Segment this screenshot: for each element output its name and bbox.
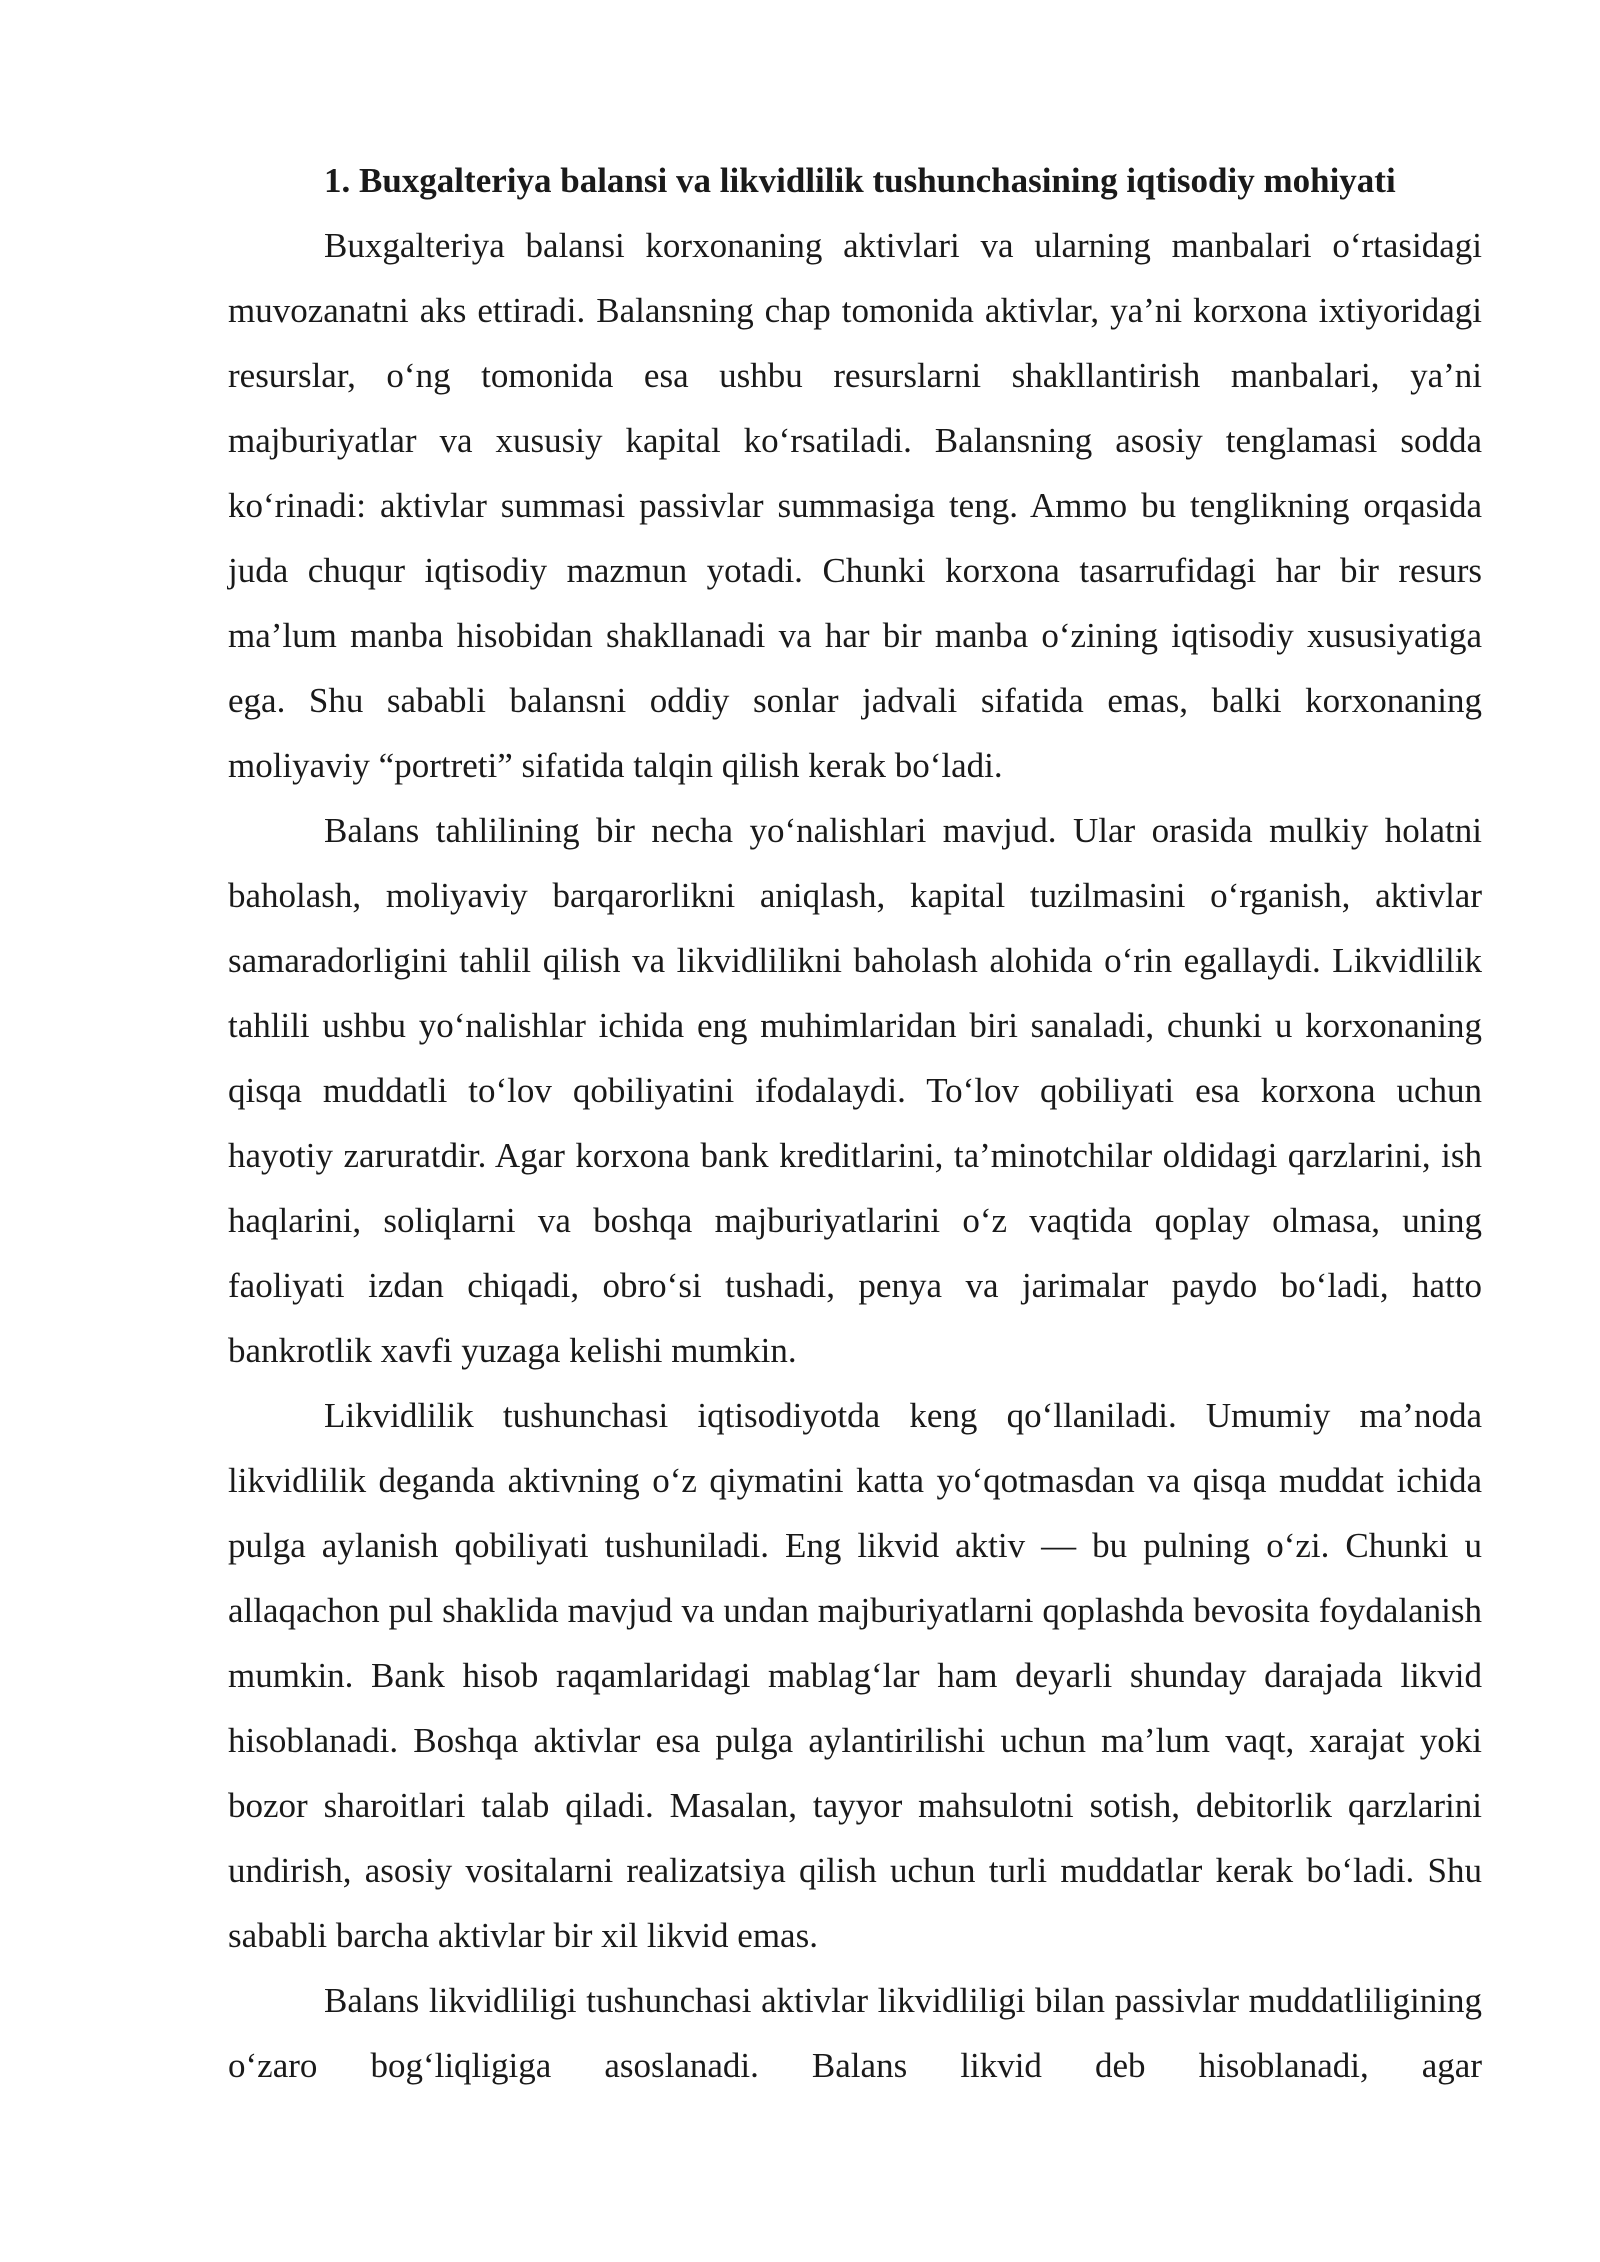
paragraph-balance-analysis: Balans tahlilining bir necha yo‘nalishlari mavjud. Ular orasida mulkiy holatni baholash, moliyaviy barqarorlikni aniqlash, kapital tuzilmasini o‘rganish, aktivlar samaradorligini tahlil qilish va likvidlilikni baholash alohida o‘rin egallaydi. Likvidlilik tahlili ushbu yo‘nalishlar ichida eng muhimlaridan biri sanaladi, chunki u korxonaning qisqa muddatli to‘lov qobiliyatini ifodalaydi. To‘lov qobiliyati esa korxona uchun hayotiy zaruratdir. Agar korxona bank kreditlarini, ta’minotchilar oldidagi qarzlarini, ish haqlarini, soliqlarni va boshqa majburiyatlarini o‘z vaqtida qoplay olmasa, uning faoliyati izdan chiqadi, obro‘si tushadi, penya va jarimalar paydo bo‘ladi, hatto bankrotlik xavfi yuzaga kelishi mumkin.: [228, 811, 1482, 1370]
section-heading: 1. Buxgalteriya balansi va likvidlilik tushunchasining iqtisodiy mohiyati: [324, 161, 1396, 200]
paragraph-liquidity-concept: Likvidlilik tushunchasi iqtisodiyotda keng qo‘llaniladi. Umumiy ma’noda likvidlilik deganda aktivning o‘z qiymatini katta yo‘qotmasdan va qisqa muddat ichida pulga aylanish qobiliyati tushuniladi. Eng likvid aktiv — bu pulning o‘zi. Chunki u allaqachon pul shaklida mavjud va undan majburiyatlarni qoplashda bevosita foydalanish mumkin. Bank hisob raqamlaridagi mablag‘lar ham deyarli shunday darajada likvid hisoblanadi. Boshqa aktivlar esa pulga aylantirilishi uchun ma’lum vaqt, xarajat yoki bozor sharoitlari talab qiladi. Masalan, tayyor mahsulotni sotish, debitorlik qarzlarini undirish, asosiy vositalarni realizatsiya qilish uchun turli muddatlar kerak bo‘ladi. Shu sababli barcha aktivlar bir xil likvid emas.: [228, 1396, 1482, 1955]
paragraph-balance-liquidity: Balans likvidliligi tushunchasi aktivlar likvidliligi bilan passivlar muddatliligining o‘zaro bog‘liqligiga asoslanadi. Balans likvid deb hisoblanadi, agar: [228, 1981, 1482, 2085]
document-body: [228, 148, 1482, 2098]
paragraph-balance-definition: Buxgalteriya balansi korxonaning aktivlari va ularning manbalari o‘rtasidagi muvozanatni aks ettiradi. Balansning chap tomonida aktivlar, ya’ni korxona ixtiyoridagi resurslar, o‘ng tomonida esa ushbu resurslarni shakllantirish manbalari, ya’ni majburiyatlar va xususiy kapital ko‘rsatiladi. Balansning asosiy tenglamasi sodda ko‘rinadi: aktivlar summasi passivlar summasiga teng. Ammo bu tenglikning orqasida juda chuqur iqtisodiy mazmun yotadi. Chunki korxona tasarrufidagi har bir resurs ma’lum manba hisobidan shakllanadi va har bir manba o‘zining iqtisodiy xususiyatiga ega. Shu sababli balansni oddiy sonlar jadvali sifatida emas, balki korxonaning moliyaviy “portreti” sifatida talqin qilish kerak bo‘ladi.: [228, 226, 1482, 785]
